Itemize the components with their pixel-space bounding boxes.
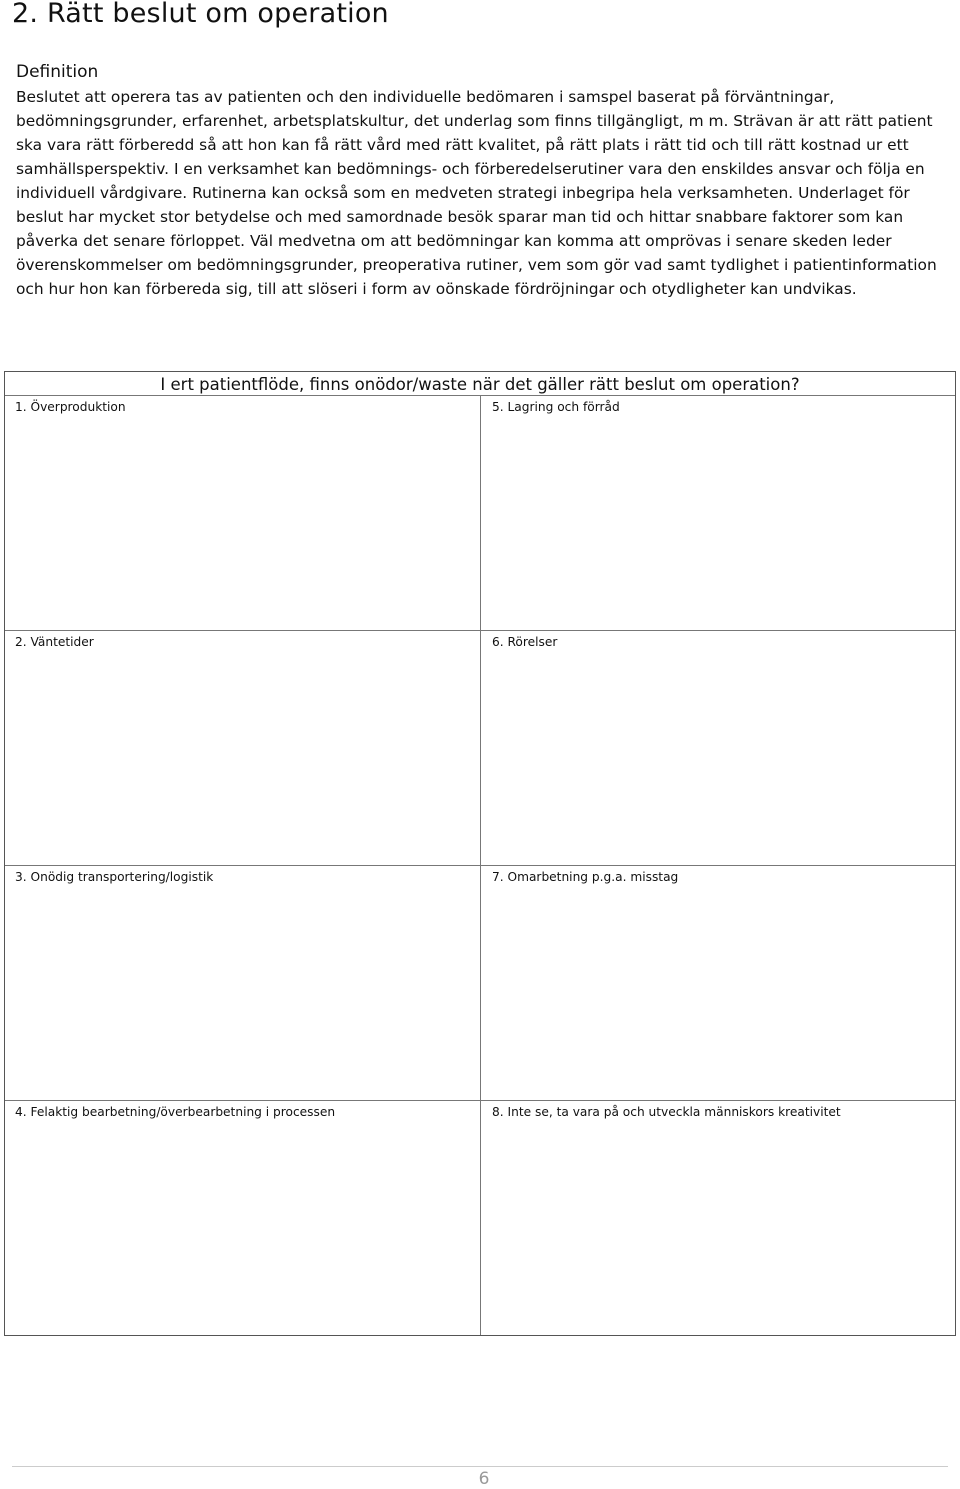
footer-divider bbox=[12, 1466, 948, 1467]
page-number: 6 bbox=[478, 1469, 490, 1489]
waste-cell-rework[interactable] bbox=[480, 865, 955, 1100]
waste-cell-unused-creativity[interactable] bbox=[480, 1100, 955, 1335]
definition-heading: Definition bbox=[16, 62, 99, 82]
page-title: 2. Rätt beslut om operation bbox=[12, 0, 389, 29]
waste-cell-overproduction[interactable] bbox=[5, 395, 480, 630]
waste-cell-label: 5. Lagring och förråd bbox=[492, 400, 620, 414]
waste-cell-label: 7. Omarbetning p.g.a. misstag bbox=[492, 870, 679, 884]
waste-cell-label: 6. Rörelser bbox=[492, 635, 558, 649]
waste-cell-overprocessing[interactable] bbox=[5, 1100, 480, 1335]
waste-cell-label: 2. Väntetider bbox=[15, 635, 94, 649]
waste-cell-motion[interactable] bbox=[480, 630, 955, 865]
waste-cell-transport[interactable] bbox=[5, 865, 480, 1100]
definition-text: Beslutet att operera tas av patienten och den individuelle bedömaren i samspel baserat på förväntningar, bedömningsgrunder, erfarenhet, arbetsplatskultur, det underlag som finns tillgängligt, m m. Strävan är att rätt patient ska vara rätt förberedd så att hon kan få rätt vård med rätt kvalitet, på rätt plats i rätt tid och till rätt kostnad ur ett samhällsperspektiv. I en verksamhet kan bedömnings- och förberedelserutiner vara den enskildes ansvar och följa en individuell vårdgivare. Rutinerna kan också som en medveten strategi inbegripa hela verksamheten. Underlaget för beslut har mycket stor betydelse och med samordnade besök sparar man tid och hittar snabbare faktorer som kan påverka det senare förloppet. Väl medvetna om att bedömningar kan komma att omprövas i senare skeden leder överenskommelser om bedömningsgrunder, preoperativa rutiner, vem som gör vad samt tydlighet i patientinformation och hur hon kan förbereda sig, till att slöseri i form av oönskade fördröjningar och otydligheter kan undvikas. bbox=[16, 88, 937, 298]
waste-table bbox=[4, 371, 956, 1336]
waste-cell-waiting[interactable] bbox=[5, 630, 480, 865]
waste-cell-label: 4. Felaktig bearbetning/överbearbetning i processen bbox=[15, 1105, 336, 1119]
waste-table-question: I ert patientflöde, finns onödor/waste när det gäller rätt beslut om operation? bbox=[160, 375, 800, 394]
waste-cell-label: 1. Överproduktion bbox=[15, 400, 126, 414]
waste-cell-storage[interactable] bbox=[480, 395, 955, 630]
waste-cell-label: 3. Onödig transportering/logistik bbox=[15, 870, 214, 884]
waste-cell-label: 8. Inte se, ta vara på och utveckla människors kreativitet bbox=[492, 1105, 841, 1119]
